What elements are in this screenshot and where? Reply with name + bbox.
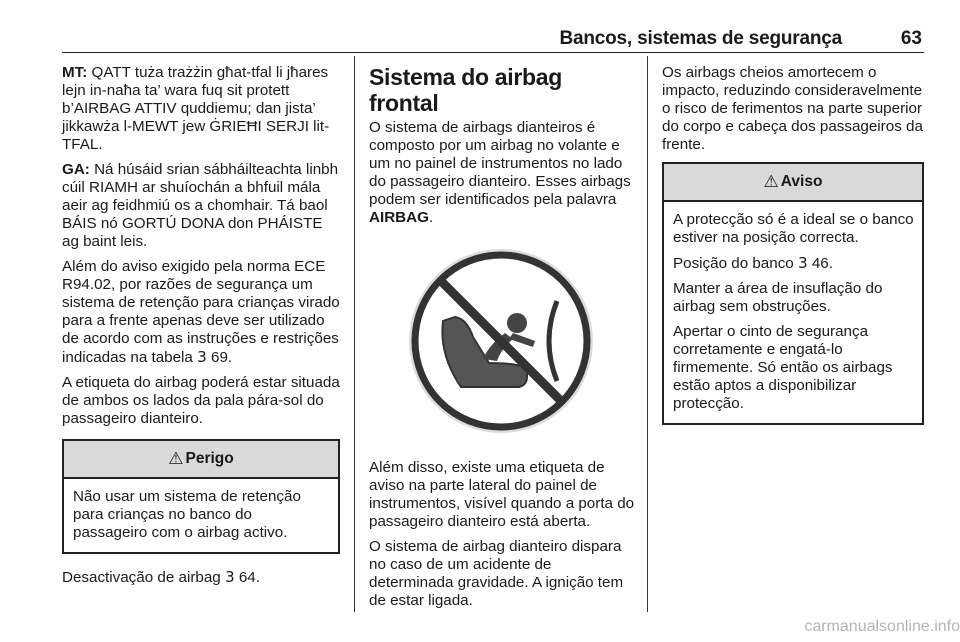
paragraph-warning-label: Além disso, existe uma etiqueta de aviso na parte lateral do painel de instrumentos, visível quando a porta do passageiro dianteiro está aberta. bbox=[369, 459, 635, 530]
paragraph-airbag-system bbox=[369, 119, 635, 227]
danger-box-text: Não usar um sistema de retenção para crianças no banco do passageiro com o airbag activo. bbox=[73, 488, 301, 541]
column-middle bbox=[369, 64, 635, 617]
warning-box-text: Apertar o cinto de segurança corretamente e engatá-lo firmemente. Só então os airbags estão aptos a disponibilizar protecção. bbox=[673, 323, 893, 412]
column-left bbox=[62, 64, 340, 594]
paragraph-deactivation bbox=[62, 568, 340, 587]
danger-box-body bbox=[64, 479, 338, 552]
warning-triangle-icon: ⚠ bbox=[763, 172, 779, 191]
lang-label-mt: MT: bbox=[62, 64, 88, 81]
paragraph-label-location: A etiqueta do airbag poderá estar situada de ambos os lados da pala pára-sol do passageiro dianteiro. bbox=[62, 374, 340, 427]
page-number: 63 bbox=[900, 28, 922, 49]
lang-label-ga: GA: bbox=[62, 161, 90, 178]
danger-box-header bbox=[64, 441, 338, 479]
paragraph-text: Ná húsáid srian sábháilteachta linbh cúil RIAMH ar shuíochán a bhfuil mála aeir ag feidhmiú os a chomhair. Tá baol BÁIS nó GORTÚ DONA don PHÁISTE ag baint leis. bbox=[62, 161, 339, 250]
page-ref-link[interactable]: 46. bbox=[807, 255, 833, 272]
paragraph-text: Desactivação de airbag bbox=[62, 569, 225, 586]
section-title: Sistema do airbag frontal bbox=[369, 64, 563, 116]
warning-box-text bbox=[673, 254, 914, 273]
page-title: Bancos, sistemas de segurança bbox=[559, 28, 842, 49]
warning-box-header bbox=[664, 164, 922, 202]
warning-box-title: Aviso bbox=[780, 173, 823, 190]
column-divider bbox=[647, 56, 648, 612]
warning-triangle-icon: ⚠ bbox=[168, 449, 184, 468]
warning-box-text: A protecção só é a ideal se o banco estiver na posição correcta. bbox=[673, 211, 914, 246]
paragraph-ga bbox=[62, 161, 340, 251]
warning-box-text: Manter a área de insuflação do airbag sem obstruções. bbox=[673, 280, 883, 315]
paragraph-text: O sistema de airbags dianteiros é composto por um airbag no volante e um no painel de instrumentos no lado do passageiro dianteiro. Esses airbags podem ser identificados pela palavra bbox=[369, 119, 631, 208]
page-ref-icon: 3 bbox=[797, 254, 808, 272]
paragraph-text: Posição do banco bbox=[673, 255, 798, 272]
page-ref-link[interactable]: 69. bbox=[206, 349, 233, 366]
page-ref-icon: 3 bbox=[197, 348, 207, 366]
paragraph-norm bbox=[62, 258, 340, 367]
paragraph-text: Além do aviso exigido pela norma ECE R94.02, por razões de segurança um sistema de retenção para crianças virado para a frente apenas deve ser utilizado de acordo com as instruções e restrições indicadas na tabela bbox=[62, 258, 340, 366]
airbag-word: AIRBAG bbox=[369, 209, 429, 226]
paragraph-airbag-benefit: Os airbags cheios amortecem o impacto, reduzindo consideravelmente o risco de ferimentos na parte superior do corpo e cabeça dos passageiros da frente. bbox=[662, 64, 923, 153]
paragraph-airbag-trigger: O sistema de airbag dianteiro dispara no caso de um acidente de determinada gravidade. A ignição tem de estar ligada. bbox=[369, 538, 624, 609]
page-ref-link[interactable]: 64. bbox=[234, 569, 260, 586]
page-ref-icon: 3 bbox=[224, 568, 235, 586]
no-child-seat-prohibition-icon bbox=[369, 235, 633, 447]
paragraph-mt bbox=[62, 64, 340, 154]
column-right bbox=[662, 64, 924, 439]
paragraph-text: QATT tuża trażżin għat-tfal li jħares lejn in-naħa ta’ wara fuq sit protett b’AIRBAG ATTIV quddiemu; dan jista’ jikkawża l-MEWT jew ĠRIEĦI SERJI lit-TFAL. bbox=[62, 64, 330, 153]
page-header bbox=[62, 26, 924, 53]
warning-box-body bbox=[664, 202, 922, 423]
footer-watermark: carmanualsonline.info bbox=[804, 618, 960, 635]
warning-box bbox=[662, 162, 924, 425]
paragraph-text: . bbox=[428, 209, 434, 226]
column-divider bbox=[354, 56, 355, 612]
danger-box bbox=[62, 439, 340, 554]
danger-box-title: Perigo bbox=[185, 450, 234, 467]
